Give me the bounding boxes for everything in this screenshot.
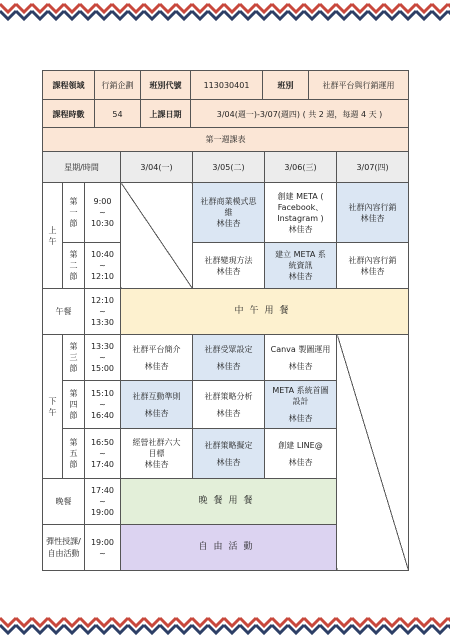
dinner-block: 晚餐用餐 xyxy=(121,479,337,525)
p5-day2-cell xyxy=(193,429,265,479)
p1-day3-teacher: 林佳杏 xyxy=(288,224,313,234)
period-4-time xyxy=(85,381,121,429)
period-4-start: 15:10 xyxy=(90,389,115,398)
period-2-label-text: 第二節 xyxy=(69,250,78,281)
date-label: 上課日期 xyxy=(141,100,191,129)
period-2-row xyxy=(43,243,409,289)
p5-day2-course: 社群策略擬定 xyxy=(204,440,253,450)
period-2-end: 12:10 xyxy=(90,272,115,281)
p1-day4-course: 社群內容行銷 xyxy=(348,202,397,212)
hours-label: 課程時數 xyxy=(43,100,95,129)
p2-day3-cell xyxy=(265,243,337,289)
dinner-sep: ~ xyxy=(99,497,106,506)
p1-day3-cell xyxy=(265,183,337,243)
header-day-1: 3/04(一) xyxy=(121,152,193,183)
period-4-end: 16:40 xyxy=(90,411,115,420)
field-value: 行銷企劃 xyxy=(95,71,141,100)
am-label: 上午 xyxy=(43,183,63,289)
course-info-row-2 xyxy=(43,100,409,129)
flex-start: 19:00 xyxy=(90,537,115,547)
p3-day3-teacher: 林佳杏 xyxy=(288,361,313,371)
period-2-label xyxy=(63,243,85,289)
p5-day3-cell xyxy=(265,429,337,479)
lunch-block: 中午用餐 xyxy=(121,289,409,335)
period-3-start: 13:30 xyxy=(90,342,115,351)
period-1-label-text: 第一節 xyxy=(69,197,78,228)
code-value: 113030401 xyxy=(191,71,263,100)
header-day-4: 3/07(四) xyxy=(337,152,409,183)
p1-day4-cell xyxy=(337,183,409,243)
lunch-row xyxy=(43,289,409,335)
schedule-header-row xyxy=(43,152,409,183)
p1-day2-course: 社群商業模式思維 xyxy=(200,197,257,217)
p2-day2-teacher: 林佳杏 xyxy=(216,266,241,276)
field-label: 課程領域 xyxy=(43,71,95,100)
period-5-label xyxy=(63,429,85,479)
bottom-chevron-border xyxy=(0,614,450,636)
p2-day2-cell xyxy=(193,243,265,289)
flex-block: 自由活動 xyxy=(121,525,337,571)
p2-day4-teacher: 林佳杏 xyxy=(360,266,385,276)
dinner-end: 19:00 xyxy=(90,508,115,517)
p1-day2-teacher: 林佳杏 xyxy=(216,219,241,228)
period-1-end: 10:30 xyxy=(90,219,115,228)
day4-afternoon-empty xyxy=(337,335,409,571)
period-2-start: 10:40 xyxy=(90,250,115,259)
period-4-label-text: 第四節 xyxy=(69,389,78,420)
lunch-time xyxy=(85,289,121,335)
p5-day1-course: 經營社群六大目標 xyxy=(132,438,181,458)
p2-day4-cell xyxy=(337,243,409,289)
period-3-label-text: 第三節 xyxy=(69,342,78,373)
flex-label: 彈性授課/自由活動 xyxy=(43,525,85,571)
header-period: 星期/時間 xyxy=(43,152,121,183)
dinner-start: 17:40 xyxy=(90,486,115,495)
p2-day3-teacher: 林佳杏 xyxy=(288,272,313,281)
flex-time xyxy=(85,525,121,571)
p1-day4-teacher: 林佳杏 xyxy=(360,213,385,223)
period-1-sep: ~ xyxy=(99,208,106,217)
period-2-time xyxy=(85,243,121,289)
header-day-3: 3/06(三) xyxy=(265,152,337,183)
code-label: 班別代號 xyxy=(141,71,191,100)
schedule-title-row xyxy=(43,128,409,152)
flex-sep: ~ xyxy=(99,548,106,558)
p4-day2-teacher: 林佳杏 xyxy=(216,408,241,418)
dinner-label: 晚餐 xyxy=(43,479,85,525)
period-3-label xyxy=(63,335,85,381)
course-info-table xyxy=(42,70,409,129)
p5-day3-teacher: 林佳杏 xyxy=(288,457,313,467)
period-1-row xyxy=(43,183,409,243)
p5-day1-cell xyxy=(121,429,193,479)
p4-day3-cell xyxy=(265,381,337,429)
course-info-row-1 xyxy=(43,71,409,100)
p1-day2-cell xyxy=(193,183,265,243)
period-1-label xyxy=(63,183,85,243)
p1-day3-course: 創建 META ( Facebook、Instagram ) xyxy=(277,191,324,223)
p2-day2-course: 社群變現方法 xyxy=(204,255,253,265)
period-4-label xyxy=(63,381,85,429)
lunch-sep: ~ xyxy=(99,307,106,316)
p3-day2-teacher: 林佳杏 xyxy=(216,361,241,371)
top-chevron-border xyxy=(0,0,450,22)
lunch-start: 12:10 xyxy=(90,296,115,305)
period-1-time xyxy=(85,183,121,243)
p3-day1-course: 社群平台簡介 xyxy=(132,344,181,354)
p4-day1-teacher: 林佳杏 xyxy=(144,408,169,418)
period-3-sep: ~ xyxy=(99,353,106,362)
p3-day2-cell xyxy=(193,335,265,381)
p4-day3-teacher: 林佳杏 xyxy=(288,414,313,423)
period-3-time xyxy=(85,335,121,381)
lunch-label: 午餐 xyxy=(43,289,85,335)
pm-label: 下午 xyxy=(43,335,63,479)
period-4-sep: ~ xyxy=(99,400,106,409)
p3-day1-cell xyxy=(121,335,193,381)
weekly-schedule-table xyxy=(42,127,409,571)
date-value: 3/04(週一)-3/07(週四) ( 共 2 週，每週 4 天 ) xyxy=(191,100,409,129)
p4-day1-cell xyxy=(121,381,193,429)
p5-day3-course: 創建 LINE@ xyxy=(278,440,323,450)
period-5-time xyxy=(85,429,121,479)
period-5-label-text: 第五節 xyxy=(69,438,78,469)
period-5-end: 17:40 xyxy=(90,460,115,469)
class-label: 班別 xyxy=(263,71,309,100)
period-5-start: 16:50 xyxy=(90,438,115,447)
p3-day1-teacher: 林佳杏 xyxy=(144,361,169,371)
period-1-start: 9:00 xyxy=(93,197,112,206)
p3-day3-course: Canva 製圖運用 xyxy=(270,344,331,354)
period-2-sep: ~ xyxy=(99,261,106,270)
p3-day3-cell xyxy=(265,335,337,381)
p4-day1-course: 社群互動準則 xyxy=(132,391,181,401)
dinner-time xyxy=(85,479,121,525)
period-3-end: 15:00 xyxy=(90,364,115,373)
hours-value: 54 xyxy=(95,100,141,129)
p4-day2-cell xyxy=(193,381,265,429)
class-value: 社群平台與行銷運用 xyxy=(309,71,409,100)
p4-day2-course: 社群策略分析 xyxy=(204,391,253,401)
p2-day3-course: 建立 META 系統資訊 xyxy=(275,250,326,270)
header-day-2: 3/05(二) xyxy=(193,152,265,183)
p5-day1-teacher: 林佳杏 xyxy=(144,460,169,469)
period-3-row xyxy=(43,335,409,381)
p4-day3-course: META 系統首圖設計 xyxy=(272,386,329,406)
period-5-sep: ~ xyxy=(99,449,106,458)
day1-morning-empty xyxy=(121,183,193,289)
p3-day2-course: 社群受眾設定 xyxy=(204,344,253,354)
lunch-end: 13:30 xyxy=(90,318,115,327)
schedule-title: 第一週課表 xyxy=(43,128,409,152)
p2-day4-course: 社群內容行銷 xyxy=(348,255,397,265)
p5-day2-teacher: 林佳杏 xyxy=(216,457,241,467)
